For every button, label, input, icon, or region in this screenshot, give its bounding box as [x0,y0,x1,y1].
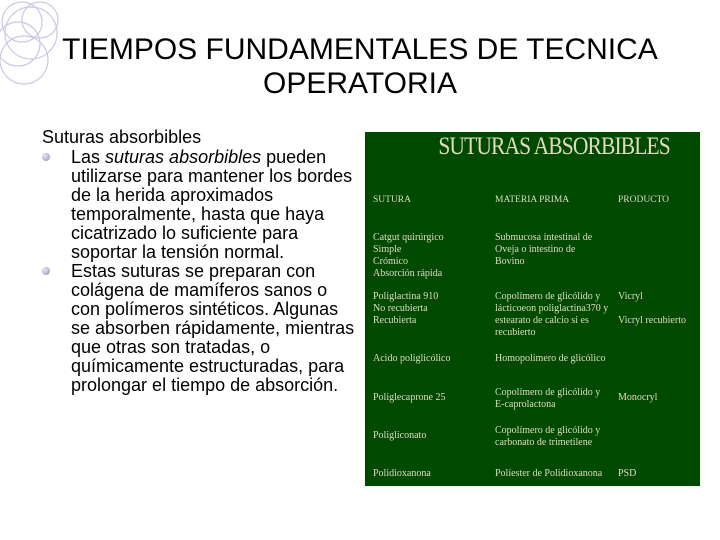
slide-body [42,128,360,395]
table-cell-producto: Monocryl [618,392,658,403]
table-cell-materia: Políester de Polidioxanona [495,468,603,479]
column-header-materia: MATERIA PRIMA [495,195,570,205]
section-subheading: Suturas absorbibles [42,127,202,147]
column-header-sutura: SUTURA [373,195,412,205]
table-cell-sutura: Poliglactina 910 No recubierta Recubierta [373,291,439,326]
bullet-item [42,148,360,262]
slide-title-line1: TIEMPOS FUNDAMENTALES DE TECNICA [62,33,658,66]
table-cell-sutura: Poligliconato [373,430,427,441]
bullet-list [42,148,360,395]
table-cell-producto: PSD [618,468,637,479]
bullet-text: pueden utilizarse para mantener los bordes de la herida aproximados temporalmente, hasta que haya cicatrizado lo suficiente para soportar la tensión normal. [71,147,353,262]
bullet-dot-icon [42,153,50,161]
table-cell-materia: Copolímero de glicólido y E-caprolactona [495,387,601,410]
table-cell-materia: Copolímero de glicólido y carbonato de trimetilene [495,425,601,448]
table-image-title: SUTURAS ABSORBIBLES [438,133,670,160]
table-cell-materia: Copolímero de glicólido y lácticoeon poliglactina370 y estearato de calcio si es recubierto [495,291,609,338]
bullet-emphasis: suturas absorbibles [105,147,262,167]
sutures-table-image [365,132,700,486]
table-cell-sutura: Poliglecaprone 25 [373,392,446,403]
table-cell-sutura: Acido poliglicólico [373,353,451,364]
table-cell-materia: Submucosa intestinal de Oveja o intestino de Bovino [495,232,593,267]
bullet-text: Las [71,147,106,167]
table-cell-producto: Vicryl Vicryl recubierto [618,291,686,326]
table-cell-sutura: Polidioxanona [373,468,431,479]
bullet-item [42,262,360,395]
table-cell-sutura: Catgut quirúrgico Simple Crómico Absorción rápida [373,232,444,279]
table-cell-materia: Homopolímero de glicólico [495,353,606,364]
bullet-text: Estas suturas se preparan con colágena de mamíferos sanos o con polímeros sintéticos. Algunas se absorben rápidamente, mientras que otras son tratadas, o químicamente estructuradas, para prolongar el tiempo de absorción. [71,261,355,395]
slide-title-line2: OPERATORIA [263,67,457,100]
bullet-dot-icon [42,267,50,275]
column-header-producto: PRODUCTO [618,195,670,205]
slide-title [30,33,690,101]
